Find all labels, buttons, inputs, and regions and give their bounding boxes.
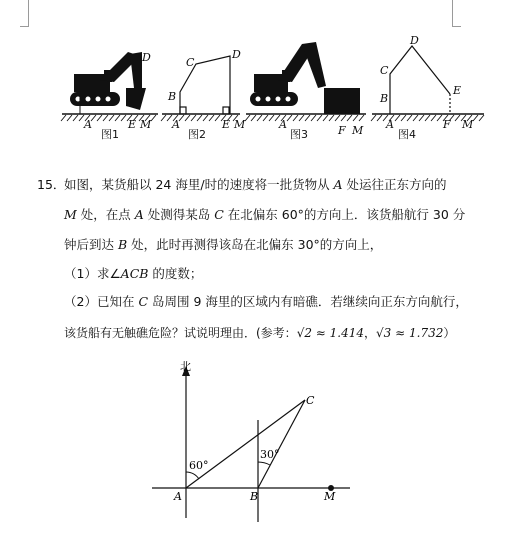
fig1-label-E: E [128,118,137,131]
north-label: 北 [180,360,191,373]
fig3-label-F: F [338,124,346,137]
caption-figure-4: 图4 [398,128,416,141]
fig4-label-E: E [453,84,462,97]
fig4-label-A: A [386,118,394,131]
page-corner-mark-left [20,0,29,27]
bearing-diagram [140,360,370,535]
fig4-label-F: F [443,118,451,131]
problem-line-3: 钟后到达 B 处，此时再测得该岛在北偏东 30°的方向上， [64,237,383,252]
caption-figure-1: 图1 [101,128,119,141]
fig4-label-B: B [380,92,389,105]
fig2-label-C: C [186,56,195,69]
fig4-label-C: C [380,64,389,77]
fig2-label-B: B [168,90,177,103]
point-label-M: M [324,490,336,503]
point-label-B: B [250,490,259,503]
fig3-label-A: A [279,118,287,131]
fig1-label-A: A [84,118,92,131]
fig4-label-D: D [410,34,419,47]
point-label-C: C [306,394,315,407]
fig2-label-E: E [222,118,231,131]
fig1-label-M: M [140,118,152,131]
problem-line-2: M 处，在点 A 处测得某岛 C 在北偏东 60°的方向上．该货船航行 30 分 [64,207,466,222]
problem-number: 15． [37,177,66,192]
caption-figure-3: 图3 [290,128,308,141]
angle-label-30: 30° [260,448,280,461]
question-2-continued: 该货船有无触礁危险？试说明理由．(参考：√2 ≈ 1.414，√3 ≈ 1.732） [64,326,456,340]
figure-4-geometry [390,46,450,114]
excavator-figure-strip [0,30,517,142]
fig3-label-M: M [352,124,364,137]
question-1: （1）求∠ACB 的度数； [64,266,203,281]
fig1-label-D: D [142,51,151,64]
problem-line-1: 如图，某货船以 24 海里/时的速度将一批货物从 A 处运往正东方向的 [64,177,447,192]
fig4-label-M: M [462,118,474,131]
caption-figure-2: 图2 [188,128,206,141]
question-2: （2）已知在 C 岛周围 9 海里的区域内有暗礁．若继续向正东方向航行， [64,294,468,309]
point-label-A: A [174,490,182,503]
fig2-label-A: A [172,118,180,131]
fig2-label-D: D [232,48,241,61]
fig2-label-M: M [234,118,246,131]
page-corner-mark-right [452,0,461,27]
angle-label-60: 60° [189,459,209,472]
excavator-3-silhouette [250,42,360,114]
